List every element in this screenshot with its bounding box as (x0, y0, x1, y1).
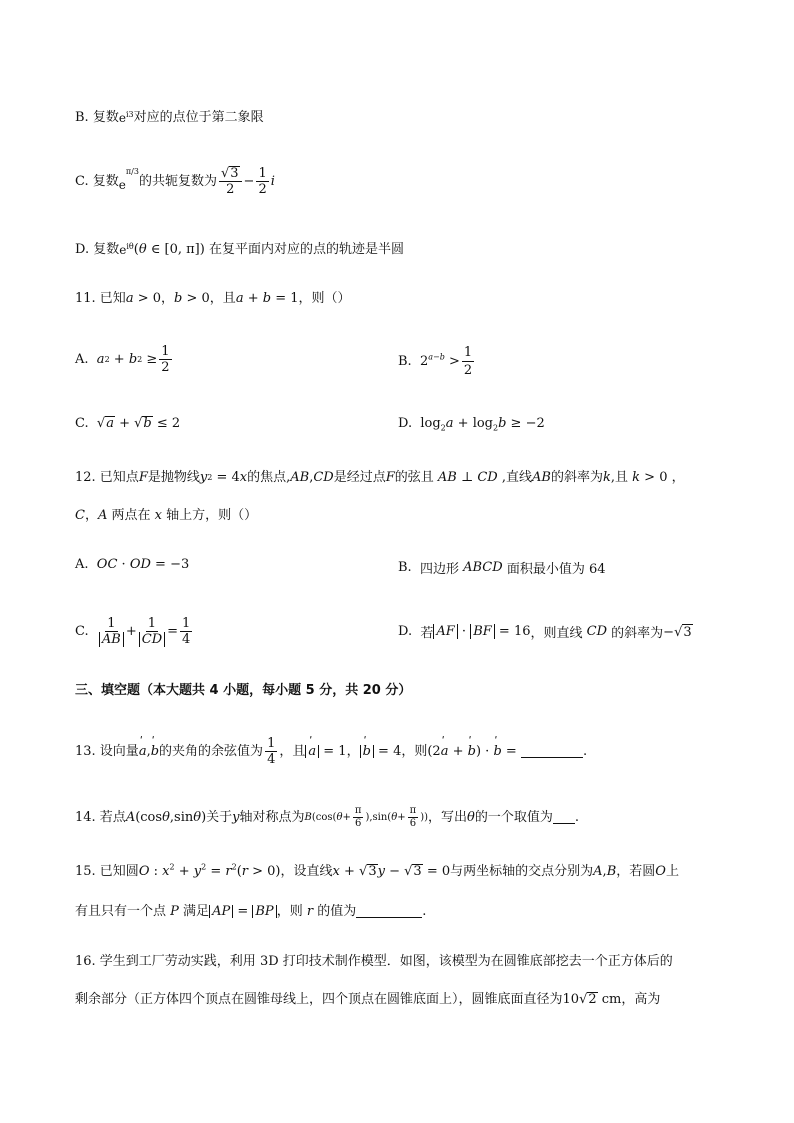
question-12-line2: C ， A 两点在 x 轴上方，则（） (75, 508, 258, 523)
question-11: 11. 已知 a > 0 ， b > 0 ，且 a + b = 1 ，则（） (75, 291, 351, 306)
option-c-complex: C. 复数 $e^{\pi/3}$ 的共轭复数为 √ 3 2 − $\frac{1}{2}$ i (75, 165, 275, 197)
section-title: 三、填空题（本大题共 4 小题，每小题 5 分，共 20 分） (75, 683, 412, 698)
q12-option-d: D. 若 AF · BF = 16 ，则直线 CD 的斜率为 −√ 3 (398, 624, 692, 641)
q11-option-b: B. $2^{a-b}$ > $\frac{1}{2}$ (398, 345, 473, 378)
option-d-complex: D. 复数 $e^{i\theta}$ (θ ∈ [0, π]) 在复平面内对应的点的轨迹是半圆 (75, 241, 404, 257)
answer-blank[interactable] (521, 745, 583, 758)
question-16-line2: 剩余部分（正方体四个顶点在圆锥母线上，四个顶点在圆锥底面上），圆锥底面直径为 10√ 2 cm，高为 (75, 991, 661, 1007)
question-13: 13. 设向量 ˈ a , ˈ b 的夹角的余弦值为 $\frac{1}{4}$ ，且 ˈ a = 1 ， ˈ b = 4 ，则 (2ˈ a + ˈ b) · ˈ b = . (75, 737, 734, 766)
q12-option-c: C. $\frac{1}{AB}$ + $\frac{1}{CD}$ = $\frac{1}{4}$ (75, 616, 191, 647)
q12-option-a: A. OC · OD = −3 (75, 557, 190, 572)
question-12: 12. 已知点 F 是抛物线 y 2 = 4 x 的焦点, AB , CD 是经过点 F 的弦且 AB ⊥ CD ,直线 AB 的斜率为 k ,且 k > 0 ， (75, 470, 685, 485)
question-16: 16. 学生到工厂劳动实践，利用 3D 打印技术制作模型．如图，该模型为在圆锥底部挖去一个正方体后的 (75, 954, 673, 969)
q11-option-d: D. $\log_2a + \log_2b \ge -2$ (398, 416, 545, 433)
question-15: 15. 已知圆 O : $x^2 + y^2 = r^2(r > 0)$ ，设直线 x + √ 3 y − √ 3 = 0 与两坐标轴的交点分别为 A , B ，若圆 O 上 (75, 862, 679, 879)
question-15-line2: 有且只有一个点 P 满足 AP = BP ，则 r 的值为 . (75, 904, 427, 919)
q12-option-b: B. 四边形 ABCD 面积最小值为 64 (398, 560, 606, 577)
q11-option-c: C. √ a + √ b ≤ 2 (75, 415, 181, 431)
answer-blank[interactable] (553, 811, 575, 824)
option-b-complex: B. 复数 $e^{i3}$ 对应的点位于第二象限 (75, 109, 264, 125)
answer-blank[interactable] (356, 905, 422, 918)
option-label: B. (75, 110, 89, 125)
question-14: 14. 若点 A(cosθ,sinθ) 关于 y 轴对称点为 B(cos(θ+ $\frac{\pi}{6}$ ),sin(θ+ $\frac{\pi}{6}$ )) ，写出 θ 的一个取值为 . (75, 805, 580, 829)
q11-option-a: A. a 2 + b 2 ≥ $\frac{1}{2}$ (75, 344, 170, 375)
